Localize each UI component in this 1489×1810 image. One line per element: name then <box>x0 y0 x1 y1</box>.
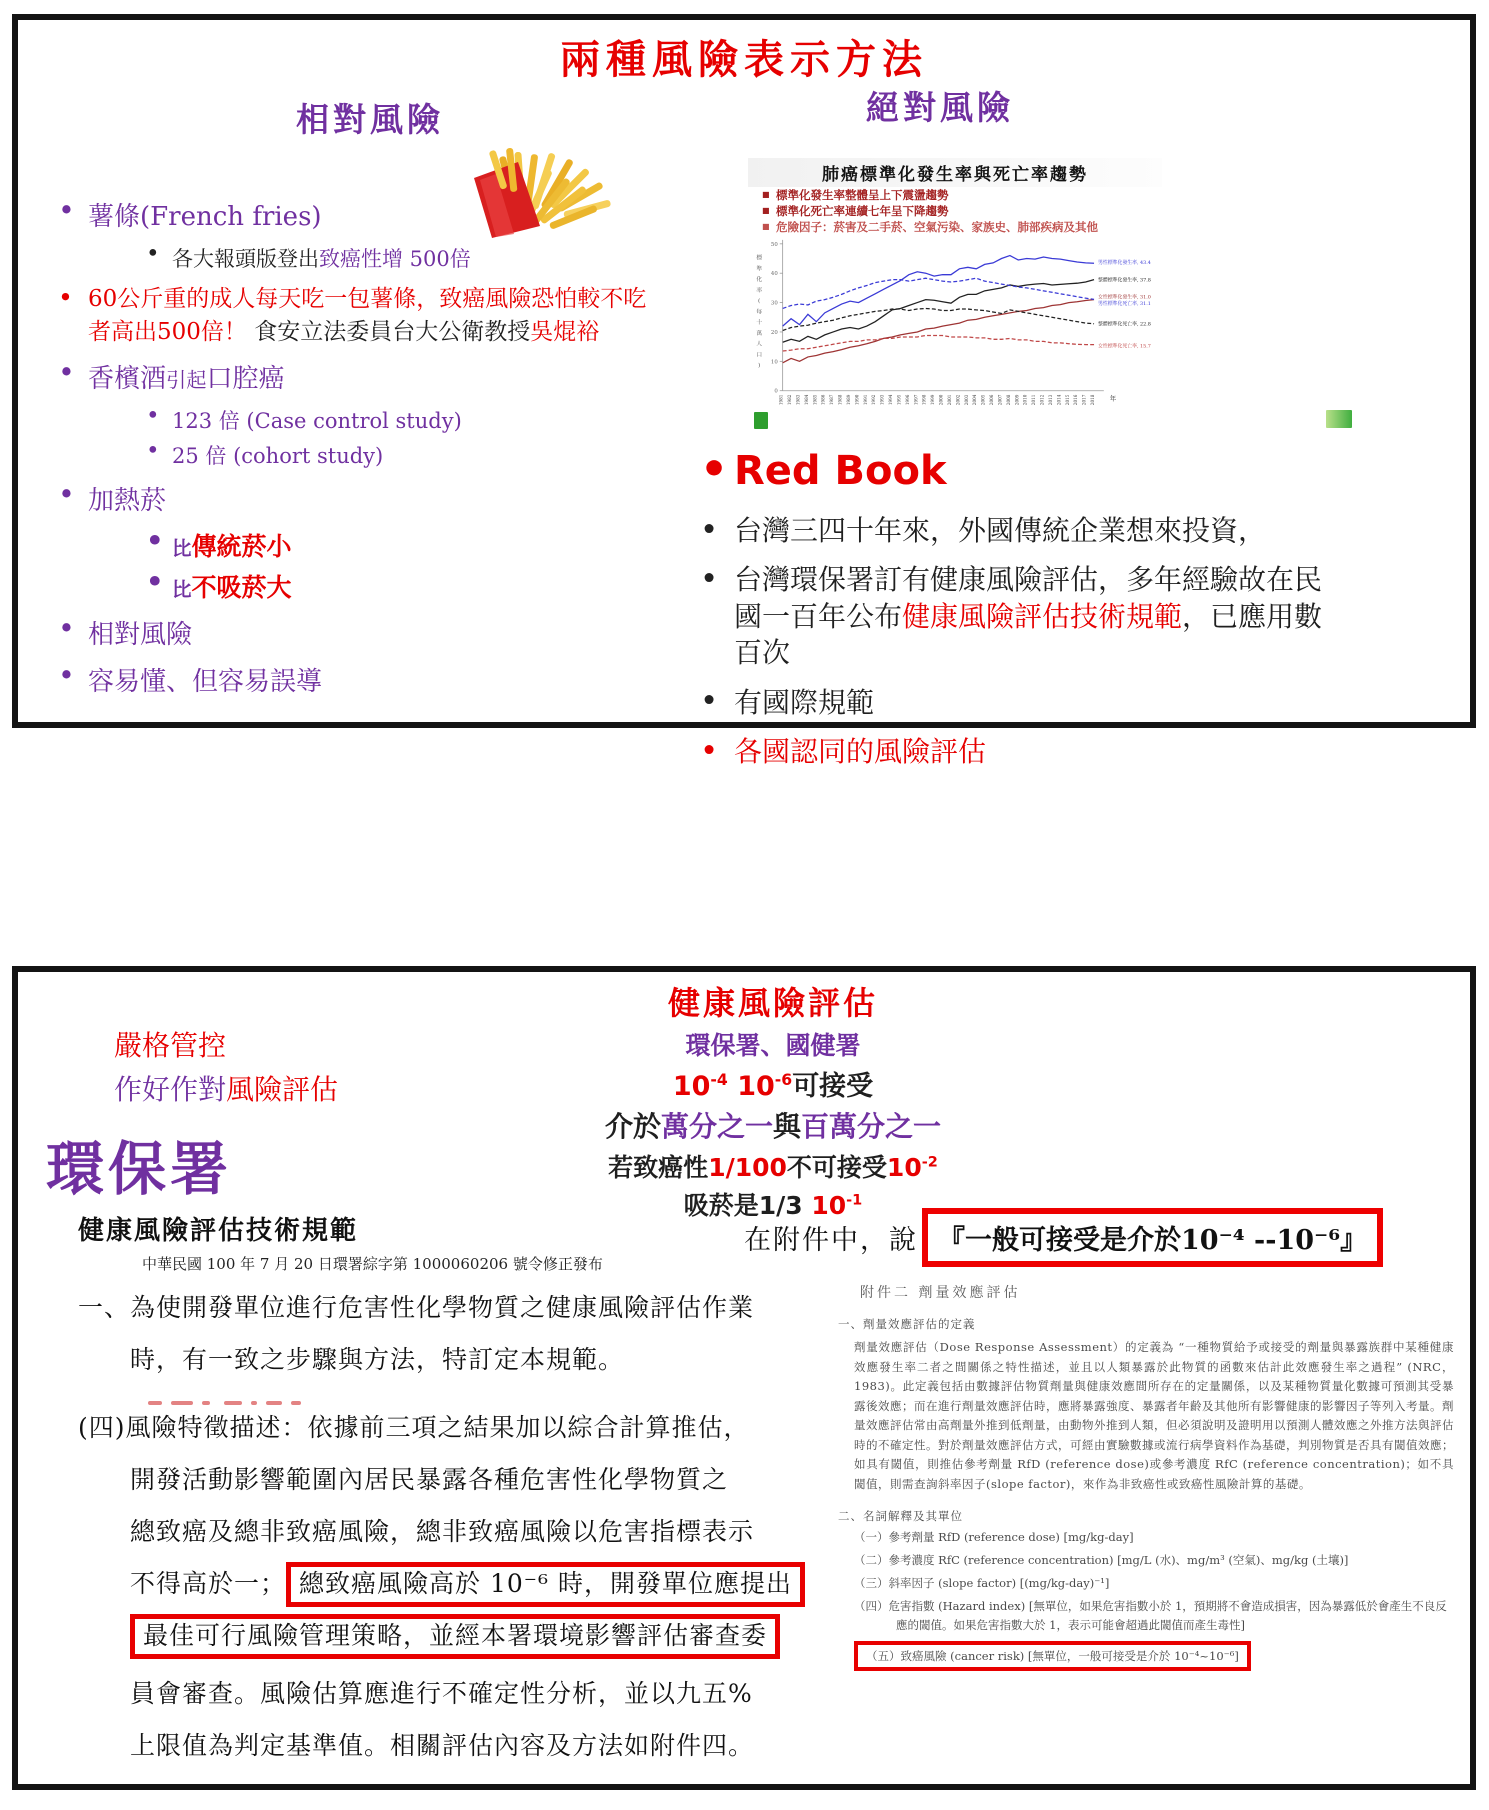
svg-text:標: 標 <box>756 255 763 262</box>
attachment-note <box>744 1208 1383 1267</box>
regulation-doc-issue-line: 中華民國 100 年 7 月 20 日環署綜字第 1000060206 號令修正發布 <box>142 1255 603 1273</box>
svg-text:1992: 1992 <box>871 394 877 405</box>
svg-text:2013: 2013 <box>1047 394 1053 405</box>
svg-text:1989: 1989 <box>845 394 851 405</box>
bullet-smaller-than-cigarette: • 比傳統菸小 <box>146 527 678 563</box>
strict-control-note <box>114 1024 338 1112</box>
glossary-item-hazard-index: （四）危害指數 (Hazard index) [無單位，如果危害指數小於 1，預期將不會造成損害，因為暴露低於會產生不良反應的閾值。如果危害指數大於 1，表示可能會超過此閾值而產生毒性] <box>854 1599 1447 1632</box>
svg-text:1994: 1994 <box>888 394 894 405</box>
svg-text:2016: 2016 <box>1073 394 1079 405</box>
slide1-title: 兩種風險表示方法 <box>560 36 928 83</box>
bullet-heated-tobacco: • 加熱菸 <box>58 480 678 517</box>
appendix-title: 附件二 劑量效應評估 <box>860 1285 1021 1301</box>
svg-text:1990: 1990 <box>854 394 860 405</box>
svg-text:(: ( <box>758 298 761 305</box>
red-annotation-marks <box>78 1392 730 1408</box>
dose-response-paragraph: 劑量效應評估（Dose Response Assessment）的定義為 “一種物質給予或接受的劑量與暴露族群中某種健康效應發生率二者之間關係之特性描述，並且以人類暴露於此物質的函數來估計此效應發生率之過程” (NRC，1983)。此定義包括由數據評估物質劑量與健康效應間所存在的定量關係，以及某種物質量化數據可預測其受暴露後效應；而在進行劑量效應評估時，應將暴露強度、暴露者年齡及其他所有影響健康的影響因子等列入考量。劑量效應評估常由高劑量外推到低劑量，由動物外推到人類，但必須說明及證明用以預測人體效應之外推方法與評估時的不確定性。對於劑量效應評估方式，可經由實驗數據或流行病學資料作為基礎，判別物質是否具有閾值效應；如具有閾值，則推估參考劑量 RfD (reference dose)或參考濃度 RfC (reference concentration)；如不具閾值，則需查詢斜率因子(slope factor)，來作為非致癌性或致癌性風險計算的基礎。 <box>854 1340 1454 1491</box>
svg-text:2002: 2002 <box>955 394 961 405</box>
dose-response-heading: 一、劑量效應評估的定義 <box>838 1317 976 1331</box>
svg-text:準: 準 <box>756 266 763 273</box>
summary-title: 健康風險評估 <box>667 984 878 1022</box>
svg-text:1982: 1982 <box>787 394 793 405</box>
lung-cancer-trend-chart <box>748 158 1162 424</box>
bullet-relative-risk: • 相對風險 <box>58 614 678 651</box>
svg-text:30: 30 <box>770 300 778 307</box>
svg-text:2014: 2014 <box>1056 394 1062 405</box>
svg-text:年: 年 <box>1109 395 1117 403</box>
bullet-cohort: • 25 倍 (cohort study) <box>146 440 678 470</box>
svg-text:十: 十 <box>756 319 763 326</box>
highlight-box-best-practice: 最佳可行風險管理策略，並經本署環境影響評估審查委 <box>130 1614 780 1659</box>
glossary-item-rfc: （二）參考濃度 RfC (reference concentration) [mg/L (水)、mg/m³ (空氣)、mg/kg (土壤)] <box>854 1553 1349 1567</box>
summary-between-fractions: 介於萬分之一與百萬分之一 <box>604 1110 942 1143</box>
svg-text:女性標準化發生率, 31.0: 女性標準化發生率, 31.0 <box>1097 294 1151 301</box>
regulation-doc-title: 健康風險評估技術規範 <box>78 1216 359 1246</box>
bullet-champagne-oral-cancer: • 香檳酒引起口腔癌 <box>58 358 678 395</box>
doc-line-purpose-1: 一、為使開發單位進行危害性化學物質之健康風險評估作業 <box>78 1293 755 1322</box>
svg-text:1984: 1984 <box>803 394 809 405</box>
glossary-item-cancer-risk <box>854 1641 1454 1671</box>
doc-line-4-prefix: 不得高於一； <box>130 1569 287 1598</box>
glossary-item-rfd: （一）參考劑量 RfD (reference dose) [mg/kg-day] <box>854 1530 1134 1544</box>
relative-risk-header: 相對風險 <box>296 100 444 139</box>
svg-text:2001: 2001 <box>946 394 952 405</box>
bullet-case-control: • 123 倍 (Case control study) <box>146 405 678 435</box>
svg-text:2018: 2018 <box>1090 394 1096 405</box>
svg-text:整體標準化死亡率, 22.8: 整體標準化死亡率, 22.8 <box>1097 321 1151 328</box>
svg-text:0: 0 <box>774 388 778 395</box>
highlight-box-cancer-risk-threshold: 總致癌風險高於 10⁻⁶ 時，開發單位應提出 <box>286 1562 805 1607</box>
svg-text:2003: 2003 <box>963 394 969 405</box>
svg-text:20: 20 <box>770 329 778 336</box>
svg-text:1999: 1999 <box>930 394 936 405</box>
strict-control-line2: 作好作對風險評估 <box>114 1073 339 1106</box>
svg-text:2007: 2007 <box>997 394 1003 405</box>
acceptable-risk-summary <box>428 978 1118 1222</box>
svg-text:1998: 1998 <box>921 394 927 405</box>
absolute-risk-header: 絕對風險 <box>866 88 1014 127</box>
svg-text:2010: 2010 <box>1022 394 1028 405</box>
svg-text:): ) <box>758 363 761 370</box>
relative-risk-list <box>58 186 678 708</box>
summary-agencies: 環保署、國健署 <box>685 1031 861 1060</box>
absolute-risk-list <box>700 432 1348 783</box>
doc-line-risk-char-7: 上限值為判定基準值。相關評估內容及方法如附件四。 <box>130 1731 755 1760</box>
slide-health-risk-assessment <box>12 966 1476 1790</box>
glossary-heading: 二、名詞解釋及其單位 <box>838 1509 963 1523</box>
doc-line-risk-char-1: (四)風險特徵描述：依據前三項之結果加以綜合計算推估， <box>78 1413 750 1442</box>
svg-text:2006: 2006 <box>989 394 995 405</box>
svg-text:2012: 2012 <box>1039 394 1045 405</box>
svg-text:1985: 1985 <box>812 394 818 405</box>
svg-text:男性標準化發生率, 43.4: 男性標準化發生率, 43.4 <box>1097 260 1151 267</box>
bullet-taiwan-investment: • 台灣三四十年來，外國傳統企業想來投資， <box>700 513 1348 549</box>
svg-text:口: 口 <box>756 352 763 359</box>
svg-text:人: 人 <box>756 341 763 348</box>
svg-text:2017: 2017 <box>1081 394 1087 405</box>
bullet-internationally-recognized: • 各國認同的風險評估 <box>700 734 1348 770</box>
trend-line-chart-svg <box>748 236 1162 424</box>
doc-line-risk-char-4 <box>78 1564 792 1616</box>
bullet-epa-technical-spec: • 台灣環保署訂有健康風險評估，多年經驗故在民國一百年公布健康風險評估技術規範，已應用數百次 <box>700 562 1348 671</box>
svg-text:化: 化 <box>756 276 763 283</box>
svg-text:女性標準化死亡率, 15.7: 女性標準化死亡率, 15.7 <box>1097 343 1151 350</box>
doc-line-risk-char-2: 開發活動影響範圍內居民暴露各種危害性化學物質之 <box>130 1465 729 1494</box>
regulation-document <box>78 1210 792 1778</box>
doc-line-risk-char-3: 總致癌及總非致癌風險，總非致癌風險以危害指標表示 <box>130 1517 755 1546</box>
summary-acceptable-range: $10^{-4}$ $10^{-6}$可接受 <box>672 1070 874 1102</box>
svg-text:2011: 2011 <box>1031 394 1037 405</box>
svg-text:每: 每 <box>756 309 763 316</box>
svg-text:1995: 1995 <box>896 394 902 405</box>
svg-text:男性標準化死亡率, 31.1: 男性標準化死亡率, 31.1 <box>1097 301 1151 308</box>
svg-text:1997: 1997 <box>913 394 919 405</box>
svg-text:2000: 2000 <box>938 394 944 405</box>
svg-text:2005: 2005 <box>980 394 986 405</box>
doc-line-risk-char-6: 員會審查。風險估算應進行不確定性分析，並以九五% <box>130 1679 753 1708</box>
svg-text:10: 10 <box>770 359 778 366</box>
svg-text:1991: 1991 <box>862 394 868 405</box>
green-marker-right <box>1326 410 1352 428</box>
bullet-larger-than-nonsmoker: • 比不吸菸大 <box>146 568 678 604</box>
epa-label: 環保署 <box>46 1135 233 1203</box>
svg-text:2015: 2015 <box>1064 394 1070 405</box>
chart-note-mortality: ■ 標準化死亡率連續七年呈下降趨勢 <box>762 204 1162 219</box>
svg-text:1993: 1993 <box>879 394 885 405</box>
svg-text:2009: 2009 <box>1014 394 1020 405</box>
svg-text:1983: 1983 <box>795 394 801 405</box>
svg-text:40: 40 <box>770 270 778 277</box>
svg-text:2008: 2008 <box>1005 394 1011 405</box>
svg-text:萬: 萬 <box>756 330 763 337</box>
strict-control-line1: 嚴格管控 <box>114 1029 227 1062</box>
chart-note-risk-factors: ■ 危險因子：菸害及二手菸、空氣污染、家族史、肺部疾病及其他 <box>762 220 1162 235</box>
attachment-note-prefix: 在附件中，說 <box>744 1225 918 1256</box>
highlight-box-cancer-risk-definition: （五）致癌風險 (cancer risk) [無單位，一般可接受是介於 10⁻⁴~10⁻⁶] <box>854 1641 1251 1671</box>
bullet-red-book: • Red Book <box>700 445 1348 497</box>
svg-text:整體標準化發生率, 37.8: 整體標準化發生率, 37.8 <box>1097 277 1151 284</box>
glossary-item-slope-factor: （三）斜率因子 (slope factor) [(mg/kg-day)⁻¹] <box>854 1576 1110 1590</box>
chart-note-incidence: ■ 標準化發生率整體呈上下震盪趨勢 <box>762 188 1162 203</box>
svg-text:2004: 2004 <box>972 394 978 405</box>
svg-text:1987: 1987 <box>829 394 835 405</box>
doc-line-purpose-2: 時，有一致之步驟與方法，特訂定本規範。 <box>130 1345 625 1374</box>
chart-title: 肺癌標準化發生率與死亡率趨勢 <box>748 158 1162 187</box>
slide-two-risk-methods <box>12 14 1476 768</box>
bullet-easy-but-misleading: • 容易懂、但容易誤導 <box>58 661 678 698</box>
svg-text:1988: 1988 <box>837 394 843 405</box>
bullet-international-standard: • 有國際規範 <box>700 685 1348 721</box>
summary-unacceptable: 若致癌性1/100不可接受$10^{-2}$ <box>608 1153 938 1182</box>
bullet-headline-500x: • 各大報頭版登出致癌性增 500倍 <box>146 243 678 273</box>
svg-text:50: 50 <box>770 241 778 248</box>
svg-text:率: 率 <box>756 287 763 294</box>
bullet-french-fries: • 薯條(French fries) <box>58 196 678 233</box>
green-marker-left <box>754 412 768 429</box>
bullet-60kg-adult: • 60公斤重的成人每天吃一包薯條，致癌風險恐怕較不吃者高出500倍！ 食安立法委員台大公衛教授吳焜裕 <box>58 283 666 348</box>
doc-line-risk-char-5 <box>78 1616 768 1674</box>
svg-text:1986: 1986 <box>820 394 826 405</box>
svg-text:1981: 1981 <box>778 394 784 405</box>
highlight-box-acceptable-range: 『一般可接受是介於10⁻⁴ --10⁻⁶』 <box>922 1208 1383 1267</box>
summary-smoking: 吸菸是1/3 $10^{-1}$ <box>683 1191 863 1220</box>
appendix-document <box>838 1282 1454 1671</box>
svg-text:1996: 1996 <box>904 394 910 405</box>
